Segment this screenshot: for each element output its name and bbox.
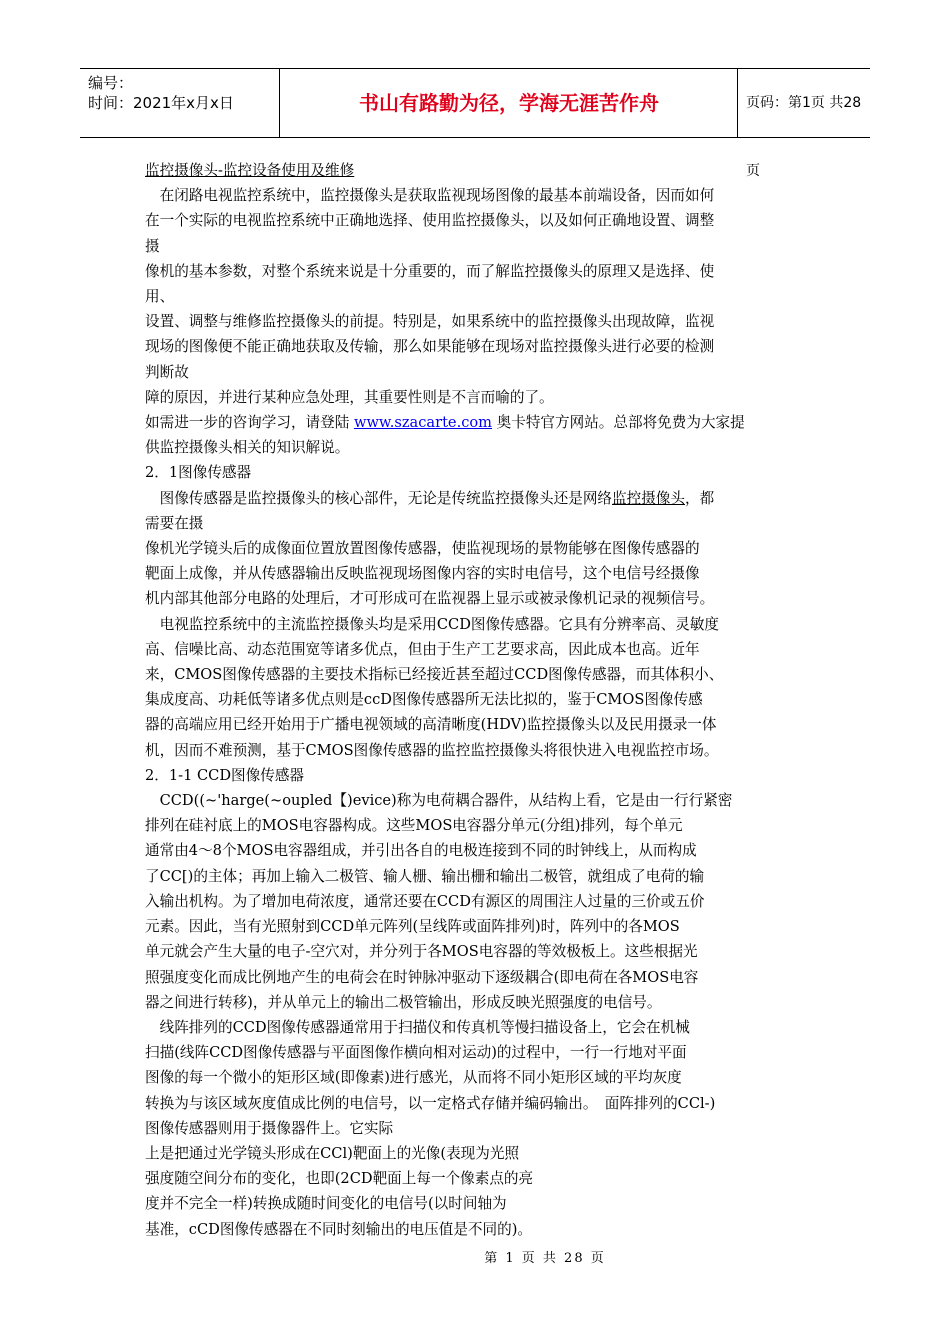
para-text-after: ，都 (685, 489, 715, 507)
para-line: 入输出机构。为了增加电荷浓度，通常还要在CCD有源区的周围注人过量的三价或五价 (145, 892, 705, 910)
intro-line: 像机的基本参数，对整个系统来说是十分重要的，而了解监控摄像头的原理又是选择、使 (145, 262, 715, 280)
number-label: 编号： (88, 74, 134, 92)
para-line: 电视监控系统中的主流监控摄像头均是采用CCD图像传感器。它具有分辨率高、灵敏度 (145, 615, 720, 633)
section-heading: 2．1-1 CCD图像传感器 (145, 766, 305, 784)
camera-link[interactable]: 监控摄像头 (612, 489, 685, 507)
para-line: 照强度变化而成比例地产生的电荷会在时钟脉冲驱动下逐级耦合(即电荷在各MOS电容 (145, 968, 699, 986)
para-line: 靶面上成像，并从传感器输出反映监视现场图像内容的实时电信号，这个电信号经摄像 (145, 565, 700, 583)
page-footer: 第 1 页 共 28 页 (484, 1251, 606, 1266)
website-link[interactable]: www.szacarte.com (353, 414, 493, 432)
document-body (145, 158, 810, 1242)
para-line (145, 486, 810, 511)
para-line: 集成度高、功耗低等诸多优点则是ccD图像传感器所无法比拟的，鉴于CMOS图像传感 (145, 691, 703, 709)
para-line: 单元就会产生大量的电子-空穴对，并分列于各MOS电容器的等效极板上。这些根据光 (145, 943, 698, 961)
consult-text: 如需进一步的咨询学习，请登陆 (145, 414, 354, 432)
para-line: 通常由4～8个MOS电容器组成，并引出各自的电极连接到不同的时钟线上，从而构成 (145, 842, 697, 860)
document-title: 监控摄像头-监控设备使用及维修 (145, 162, 355, 179)
intro-line: 摄 (145, 237, 160, 255)
intro-line: 用、 (145, 288, 175, 306)
para-line: 来，CMOS图像传感器的主要技术指标已经接近甚至超过CCD图像传感器，而其体积小、 (145, 666, 724, 684)
para-line: 排列在硅衬底上的MOS电容器构成。这些MOS电容器分单元(分组)排列，每个单元 (145, 817, 683, 835)
para-line: 线阵排列的CCD图像传感器通常用于扫描仪和传真机等慢扫描设备上，它会在机械 (145, 1018, 690, 1036)
time-label: 时间：2021年x月x日 (88, 94, 234, 112)
para-line: 像机光学镜头后的成像面位置放置图像传感器，使监视现场的景物能够在图像传感器的 (145, 540, 700, 558)
consult-line (145, 410, 810, 435)
para-line: 机，因而不难预测，基于CMOS图像传感器的监控监控摄像头将很快进入电视监控市场。 (145, 741, 719, 759)
para-line: 元素。因此，当有光照射到CCD单元阵列(呈线阵或面阵排列)时，阵列中的各MOS (145, 918, 680, 936)
para-line: 扫描(线阵CCD图像传感器与平面图像作横向相对运动)的过程中，一行一行地对平面 (145, 1044, 687, 1062)
para-line: 机内部其他部分电路的处理后，才可形成可在监视器上显示或被录像机记录的视频信号。 (145, 590, 715, 608)
para-text: 图像传感器是监控摄像头的核心部件，无论是传统监控摄像头还是网络 (145, 489, 613, 507)
consult-line-2: 供监控摄像头相关的知识解说。 (145, 439, 350, 457)
intro-line: 在闭路电视监控系统中，监控摄像头是获取监视现场图像的最基本前端设备，因而如何 (145, 187, 715, 205)
para-line: 了CC[)的主体；再加上输入二极管、输人栅、输出栅和输出二极管，就组成了电荷的输 (145, 867, 705, 885)
para-line: 上是把通过光学镜头形成在CCl)靶面上的光像(表现为光照 (145, 1144, 520, 1162)
para-line: 图像传感器则用于摄像器件上。它实际 (145, 1119, 394, 1137)
para-line: 转换为与该区域灰度值成比例的电信号，以一定格式存储并编码输出。 面阵排列的CCl-) (145, 1094, 716, 1112)
intro-line: 在一个实际的电视监控系统中正确地选择、使用监控摄像头，以及如何正确地设置、调整 (145, 212, 715, 230)
para-line: 器的高端应用已经开始用于广播电视领域的高清晰度(HDV)监控摄像头以及民用摄录一体 (145, 716, 717, 734)
intro-line: 现场的图像便不能正确地获取及传输，那么如果能够在现场对监控摄像头进行必要的检测 (145, 338, 715, 356)
header-meta (80, 69, 280, 137)
para-line: 强度随空间分布的变化，也即(2CD靶面上每一个像素点的亮 (145, 1170, 534, 1188)
header-page-number: 页码：第1页 共28页 (746, 95, 862, 179)
para-line: 基准，cCD图像传感器在不同时刻输出的电压值是不同的)。 (145, 1220, 532, 1238)
para-line: 器之间进行转移)，并从单元上的输出二极管输出，形成反映光照强度的电信号。 (145, 993, 662, 1011)
intro-line: 设置、调整与维修监控摄像头的前提。特别是，如果系统中的监控摄像头出现故障，监视 (145, 313, 715, 331)
para-line: 高、信噪比高、动态范围宽等诸多优点，但由于生产工艺要求高，因此成本也高。近年 (145, 640, 700, 658)
para-line: 需要在摄 (145, 514, 204, 532)
para-line: 图像的每一个微小的矩形区域(即像素)进行感光，从而将不同小矩形区域的平均灰度 (145, 1069, 682, 1087)
section-heading: 2．1图像传感器 (145, 464, 252, 482)
intro-line: 障的原因，并进行某种应急处理，其重要性则是不言而喻的了。 (145, 388, 554, 406)
consult-text-after: 奥卡特官方网站。总部将免费为大家提 (492, 414, 745, 432)
intro-line: 判断故 (145, 363, 189, 381)
para-line: 度并不完全一样)转换成随时间变化的电信号(以时间轴为 (145, 1195, 507, 1213)
header-motto: 书山有路勤为径，学海无涯苦作舟 (281, 69, 738, 137)
para-line: CCD((~'harge(~oupled【)evice)称为电荷耦合器件，从结构上看，它是由一行行紧密 (145, 792, 733, 810)
